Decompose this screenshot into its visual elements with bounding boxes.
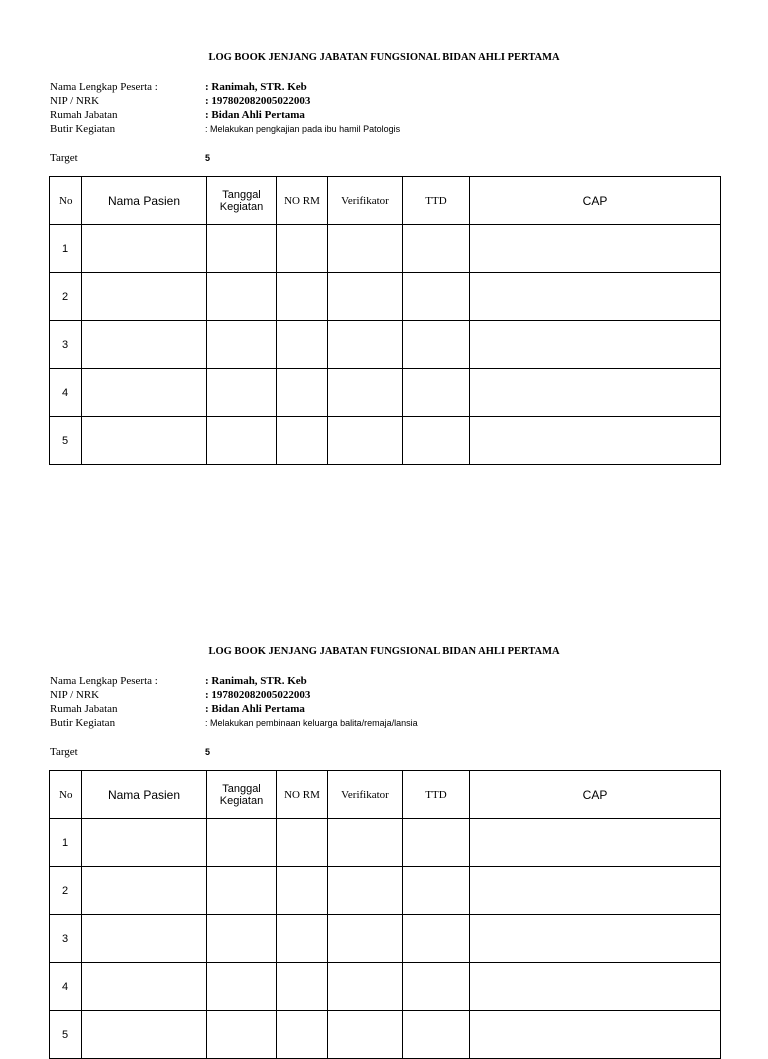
- header-cap: CAP: [470, 177, 721, 225]
- cell-nama-pasien[interactable]: [82, 963, 207, 1011]
- cell-verifikator[interactable]: [328, 321, 403, 369]
- cell-nama-pasien[interactable]: [82, 369, 207, 417]
- butir-kegiatan-value: : Melakukan pengkajian pada ibu hamil Patologis: [205, 124, 401, 134]
- butir-kegiatan-label: Butir Kegiatan: [50, 123, 116, 135]
- cell-no-rm[interactable]: [277, 867, 328, 915]
- cell-tanggal-kegiatan[interactable]: [207, 369, 277, 417]
- logbook-title: LOG BOOK JENJANG JABATAN FUNGSIONAL BIDAN AHLI PERTAMA: [208, 52, 560, 63]
- cell-tanggal-kegiatan[interactable]: [207, 819, 277, 867]
- header-no-rm: NO RM: [277, 771, 328, 819]
- cell-ttd[interactable]: [403, 369, 470, 417]
- header-cap: CAP: [470, 771, 721, 819]
- logbook-table: [49, 770, 721, 1059]
- cell-tanggal-kegiatan[interactable]: [207, 963, 277, 1011]
- table-row: [50, 273, 721, 321]
- header-ttd: TTD: [403, 771, 470, 819]
- target-value: 5: [205, 747, 211, 757]
- nama-value: : Ranimah, STR. Keb: [205, 81, 307, 93]
- table-row: [50, 417, 721, 465]
- header-verifikator: Verifikator: [328, 177, 403, 225]
- cell-verifikator[interactable]: [328, 915, 403, 963]
- row-number: 5: [50, 417, 82, 465]
- cell-ttd[interactable]: [403, 225, 470, 273]
- rumah-jabatan-label: Rumah Jabatan: [50, 109, 118, 121]
- table-row: [50, 369, 721, 417]
- target-value: 5: [205, 153, 211, 163]
- cell-nama-pasien[interactable]: [82, 321, 207, 369]
- cell-no-rm[interactable]: [277, 273, 328, 321]
- nip-label: NIP / NRK: [50, 689, 100, 701]
- cell-verifikator[interactable]: [328, 963, 403, 1011]
- table-header-row: [50, 771, 721, 819]
- header-no-rm: NO RM: [277, 177, 328, 225]
- row-number: 4: [50, 369, 82, 417]
- row-number: 3: [50, 915, 82, 963]
- cell-nama-pasien[interactable]: [82, 819, 207, 867]
- row-number: 1: [50, 225, 82, 273]
- cell-cap[interactable]: [470, 819, 721, 867]
- cell-verifikator[interactable]: [328, 369, 403, 417]
- row-number: 1: [50, 819, 82, 867]
- header-tanggal-kegiatan: Tanggal Kegiatan: [207, 177, 277, 225]
- cell-verifikator[interactable]: [328, 819, 403, 867]
- cell-no-rm[interactable]: [277, 819, 328, 867]
- cell-cap[interactable]: [470, 369, 721, 417]
- cell-verifikator[interactable]: [328, 225, 403, 273]
- cell-cap[interactable]: [470, 963, 721, 1011]
- row-number: 4: [50, 963, 82, 1011]
- logbook-table: [49, 176, 721, 465]
- rumah-jabatan-value: : Bidan Ahli Pertama: [205, 703, 305, 715]
- table-row: [50, 321, 721, 369]
- header-no: No: [50, 177, 82, 225]
- nama-label: Nama Lengkap Peserta :: [50, 675, 158, 687]
- cell-verifikator[interactable]: [328, 417, 403, 465]
- cell-verifikator[interactable]: [328, 273, 403, 321]
- cell-nama-pasien[interactable]: [82, 417, 207, 465]
- row-number: 2: [50, 867, 82, 915]
- target-row: [50, 745, 350, 759]
- rumah-jabatan-label: Rumah Jabatan: [50, 703, 118, 715]
- cell-cap[interactable]: [470, 273, 721, 321]
- header-nama-pasien: Nama Pasien: [82, 771, 207, 819]
- cell-nama-pasien[interactable]: [82, 915, 207, 963]
- logbook-title: LOG BOOK JENJANG JABATAN FUNGSIONAL BIDAN AHLI PERTAMA: [208, 646, 560, 657]
- cell-no-rm[interactable]: [277, 321, 328, 369]
- table-row: [50, 867, 721, 915]
- cell-no-rm[interactable]: [277, 225, 328, 273]
- cell-tanggal-kegiatan[interactable]: [207, 915, 277, 963]
- cell-ttd[interactable]: [403, 321, 470, 369]
- header-tanggal-kegiatan: Tanggal Kegiatan: [207, 771, 277, 819]
- cell-ttd[interactable]: [403, 273, 470, 321]
- butir-kegiatan-label: Butir Kegiatan: [50, 717, 116, 729]
- cell-ttd[interactable]: [403, 417, 470, 465]
- cell-ttd[interactable]: [403, 867, 470, 915]
- cell-cap[interactable]: [470, 225, 721, 273]
- cell-verifikator[interactable]: [328, 1011, 403, 1059]
- target-row: [50, 151, 350, 165]
- table-row: [50, 963, 721, 1011]
- table-row: [50, 225, 721, 273]
- cell-tanggal-kegiatan[interactable]: [207, 225, 277, 273]
- table-header-row: [50, 177, 721, 225]
- row-number: 5: [50, 1011, 82, 1059]
- header-verifikator: Verifikator: [328, 771, 403, 819]
- cell-ttd[interactable]: [403, 1011, 470, 1059]
- cell-ttd[interactable]: [403, 915, 470, 963]
- table-row: [50, 1011, 721, 1059]
- target-label: Target: [50, 152, 78, 164]
- cell-tanggal-kegiatan[interactable]: [207, 867, 277, 915]
- cell-ttd[interactable]: [403, 963, 470, 1011]
- nip-value: : 197802082005022003: [205, 95, 311, 107]
- cell-tanggal-kegiatan[interactable]: [207, 417, 277, 465]
- cell-tanggal-kegiatan[interactable]: [207, 1011, 277, 1059]
- butir-kegiatan-value: : Melakukan pembinaan keluarga balita/remaja/lansia: [205, 718, 418, 728]
- cell-verifikator[interactable]: [328, 867, 403, 915]
- nip-label: NIP / NRK: [50, 95, 100, 107]
- cell-ttd[interactable]: [403, 819, 470, 867]
- cell-no-rm[interactable]: [277, 915, 328, 963]
- cell-no-rm[interactable]: [277, 1011, 328, 1059]
- table-row: [50, 915, 721, 963]
- table-row: [50, 819, 721, 867]
- header-ttd: TTD: [403, 177, 470, 225]
- nama-label: Nama Lengkap Peserta :: [50, 81, 158, 93]
- row-number: 3: [50, 321, 82, 369]
- cell-cap[interactable]: [470, 321, 721, 369]
- nip-value: : 197802082005022003: [205, 689, 311, 701]
- target-label: Target: [50, 746, 78, 758]
- cell-nama-pasien[interactable]: [82, 225, 207, 273]
- cell-cap[interactable]: [470, 915, 721, 963]
- cell-no-rm[interactable]: [277, 417, 328, 465]
- nama-value: : Ranimah, STR. Keb: [205, 675, 307, 687]
- cell-tanggal-kegiatan[interactable]: [207, 321, 277, 369]
- row-number: 2: [50, 273, 82, 321]
- cell-tanggal-kegiatan[interactable]: [207, 273, 277, 321]
- cell-nama-pasien[interactable]: [82, 867, 207, 915]
- cell-nama-pasien[interactable]: [82, 1011, 207, 1059]
- header-no: No: [50, 771, 82, 819]
- cell-cap[interactable]: [470, 867, 721, 915]
- cell-cap[interactable]: [470, 1011, 721, 1059]
- header-nama-pasien: Nama Pasien: [82, 177, 207, 225]
- rumah-jabatan-value: : Bidan Ahli Pertama: [205, 109, 305, 121]
- cell-no-rm[interactable]: [277, 369, 328, 417]
- cell-nama-pasien[interactable]: [82, 273, 207, 321]
- cell-no-rm[interactable]: [277, 963, 328, 1011]
- cell-cap[interactable]: [470, 417, 721, 465]
